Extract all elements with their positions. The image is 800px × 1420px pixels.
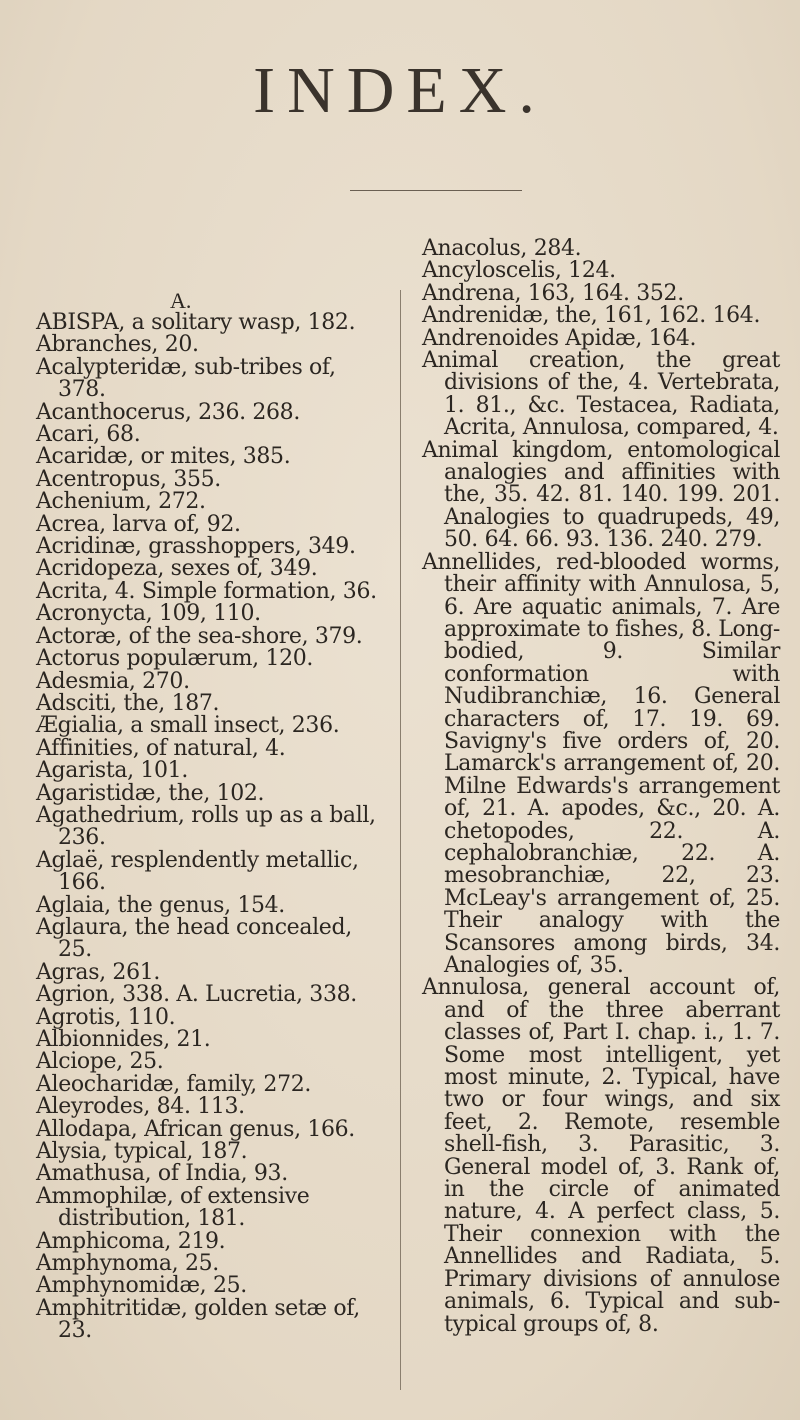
index-entry: Annulosa, general account of, and of the three aberrant classes of, Part I. chap. i., 1. 7. Some most intelligent, yet most minute, 2. Typical, have two or four wings, and six feet, 2. Remote, resemble shell-fish, 3. Parasitic, 3. General model of, 3. Rank of, in the circle of animated nature, 4. A perfect class, 5. Their connexion with the Annellides and Radiata, 5. Primary divisions of annulose animals, 6. Typical and sub-typical groups of, 8. — [422, 975, 780, 1337]
index-entry: Acronycta, 109, 110. — [36, 601, 261, 627]
index-entry: Acanthocerus, 236. 268. — [36, 399, 300, 425]
index-entry: Aglaë, resplendently metallic, 166. — [36, 847, 359, 896]
index-entry: Abranches, 20. — [36, 332, 199, 358]
index-entry: Andrena, 163, 164. 352. — [422, 280, 684, 306]
index-entry: Acrita, 4. Simple formation, 36. — [36, 578, 377, 604]
index-entry: Aleyrodes, 84. 113. — [36, 1094, 245, 1120]
index-entry: Ancyloscelis, 124. — [422, 258, 616, 284]
index-entry: Actorus populærum, 120. — [36, 646, 314, 672]
index-entry: Andrenidæ, the, 161, 162. 164. — [422, 303, 761, 329]
index-entry: Amphicoma, 219. — [36, 1228, 226, 1254]
index-entry: Ægialia, a small insect, 236. — [36, 713, 340, 739]
column-divider — [400, 290, 401, 1390]
index-entry: Acridopeza, sexes of, 349. — [36, 556, 318, 582]
index-entry: Agras, 261. — [36, 959, 161, 985]
index-entry: Annellides, red-blooded worms, their affinity with Annulosa, 5, 6. Are aquatic animals, 7. Are approximate to fishes, 8. Long-bodied, 9. Similar conformation with Nudibranchiæ, 16. General characters of, 17. 19. 69. Savigny's five orders of, 20. Lamarck's arrangement of, 20. Milne Edwards's arrangement of, 21. A. apodes, &c., 20. A. chetopodes, 22. A. cephalobranchiæ, 22. A. mesobranchiæ, 22, 23. McLeay's arrangement of, 25. Their analogy with the Scansores among birds, 34. Analogies of, 35. — [422, 549, 781, 978]
index-entry: Aglaia, the genus, 154. — [36, 892, 285, 918]
index-entry: Animal kingdom, entomological analogies and affinities with the, 35. 42. 81. 140. 199. 201. Analogies to quadrupeds, 49, 50. 64. 66. 93. 136. 240. 279. — [422, 437, 780, 553]
index-entry: Alciope, 25. — [36, 1049, 164, 1075]
left-column — [36, 312, 388, 1343]
index-entry: Agarista, 101. — [36, 758, 188, 784]
index-entry: Alysia, typical, 187. — [36, 1139, 248, 1165]
index-entry: Ammophilæ, of extensive distribution, 181. — [36, 1183, 310, 1232]
index-entry: Acaridæ, or mites, 385. — [36, 444, 291, 470]
index-entry: ABISPA, a solitary wasp, 182. — [36, 310, 356, 335]
index-entry: Acalypteridæ, sub-tribes of, 378. — [36, 354, 336, 403]
index-entry: Aglaura, the head concealed, 25. — [36, 914, 352, 963]
index-entry: Achenium, 272. — [36, 489, 206, 515]
index-entry: Agaristidæ, the, 102. — [36, 780, 265, 806]
index-entry: Anacolus, 284. — [422, 236, 582, 261]
section-letter: A. — [170, 288, 192, 313]
right-column — [422, 238, 780, 1336]
index-entry: Animal creation, the great divisions of the, 4. Vertebrata, 1. 81., &c. Testacea, Radiata, Acrita, Annulosa, compared, 4. — [422, 348, 780, 441]
index-entry: Agrion, 338. A. Lucretia, 338. — [36, 982, 357, 1008]
index-entry: Actoræ, of the sea-shore, 379. — [36, 623, 363, 649]
index-entry: Acari, 68. — [36, 422, 141, 448]
index-entry: Amphynomidæ, 25. — [36, 1273, 247, 1299]
index-entry: Acentropus, 355. — [36, 466, 221, 492]
index-entry: Amathusa, of India, 93. — [36, 1161, 288, 1187]
index-entry: Allodapa, African genus, 166. — [36, 1116, 355, 1142]
index-entry: Affinities, of natural, 4. — [36, 735, 286, 761]
index-entry: Agathedrium, rolls up as a ball, 236. — [36, 802, 376, 851]
page-title: INDEX. — [253, 54, 547, 127]
title-rule — [350, 190, 522, 191]
index-entry: Amphynoma, 25. — [36, 1251, 219, 1277]
index-entry: Amphitritidæ, golden setæ of, 23. — [36, 1295, 360, 1344]
index-entry: Agrotis, 110. — [36, 1004, 176, 1030]
index-entry: Adsciti, the, 187. — [36, 690, 220, 716]
index-entry: Acrea, larva of, 92. — [36, 511, 241, 537]
index-entry: Aleocharidæ, family, 272. — [36, 1071, 312, 1097]
index-entry: Adesmia, 270. — [36, 668, 190, 694]
index-entry: Acridinæ, grasshoppers, 349. — [36, 534, 356, 560]
index-entry: Albionnides, 21. — [36, 1027, 211, 1052]
index-entry: Andrenoides Apidæ, 164. — [422, 325, 697, 351]
